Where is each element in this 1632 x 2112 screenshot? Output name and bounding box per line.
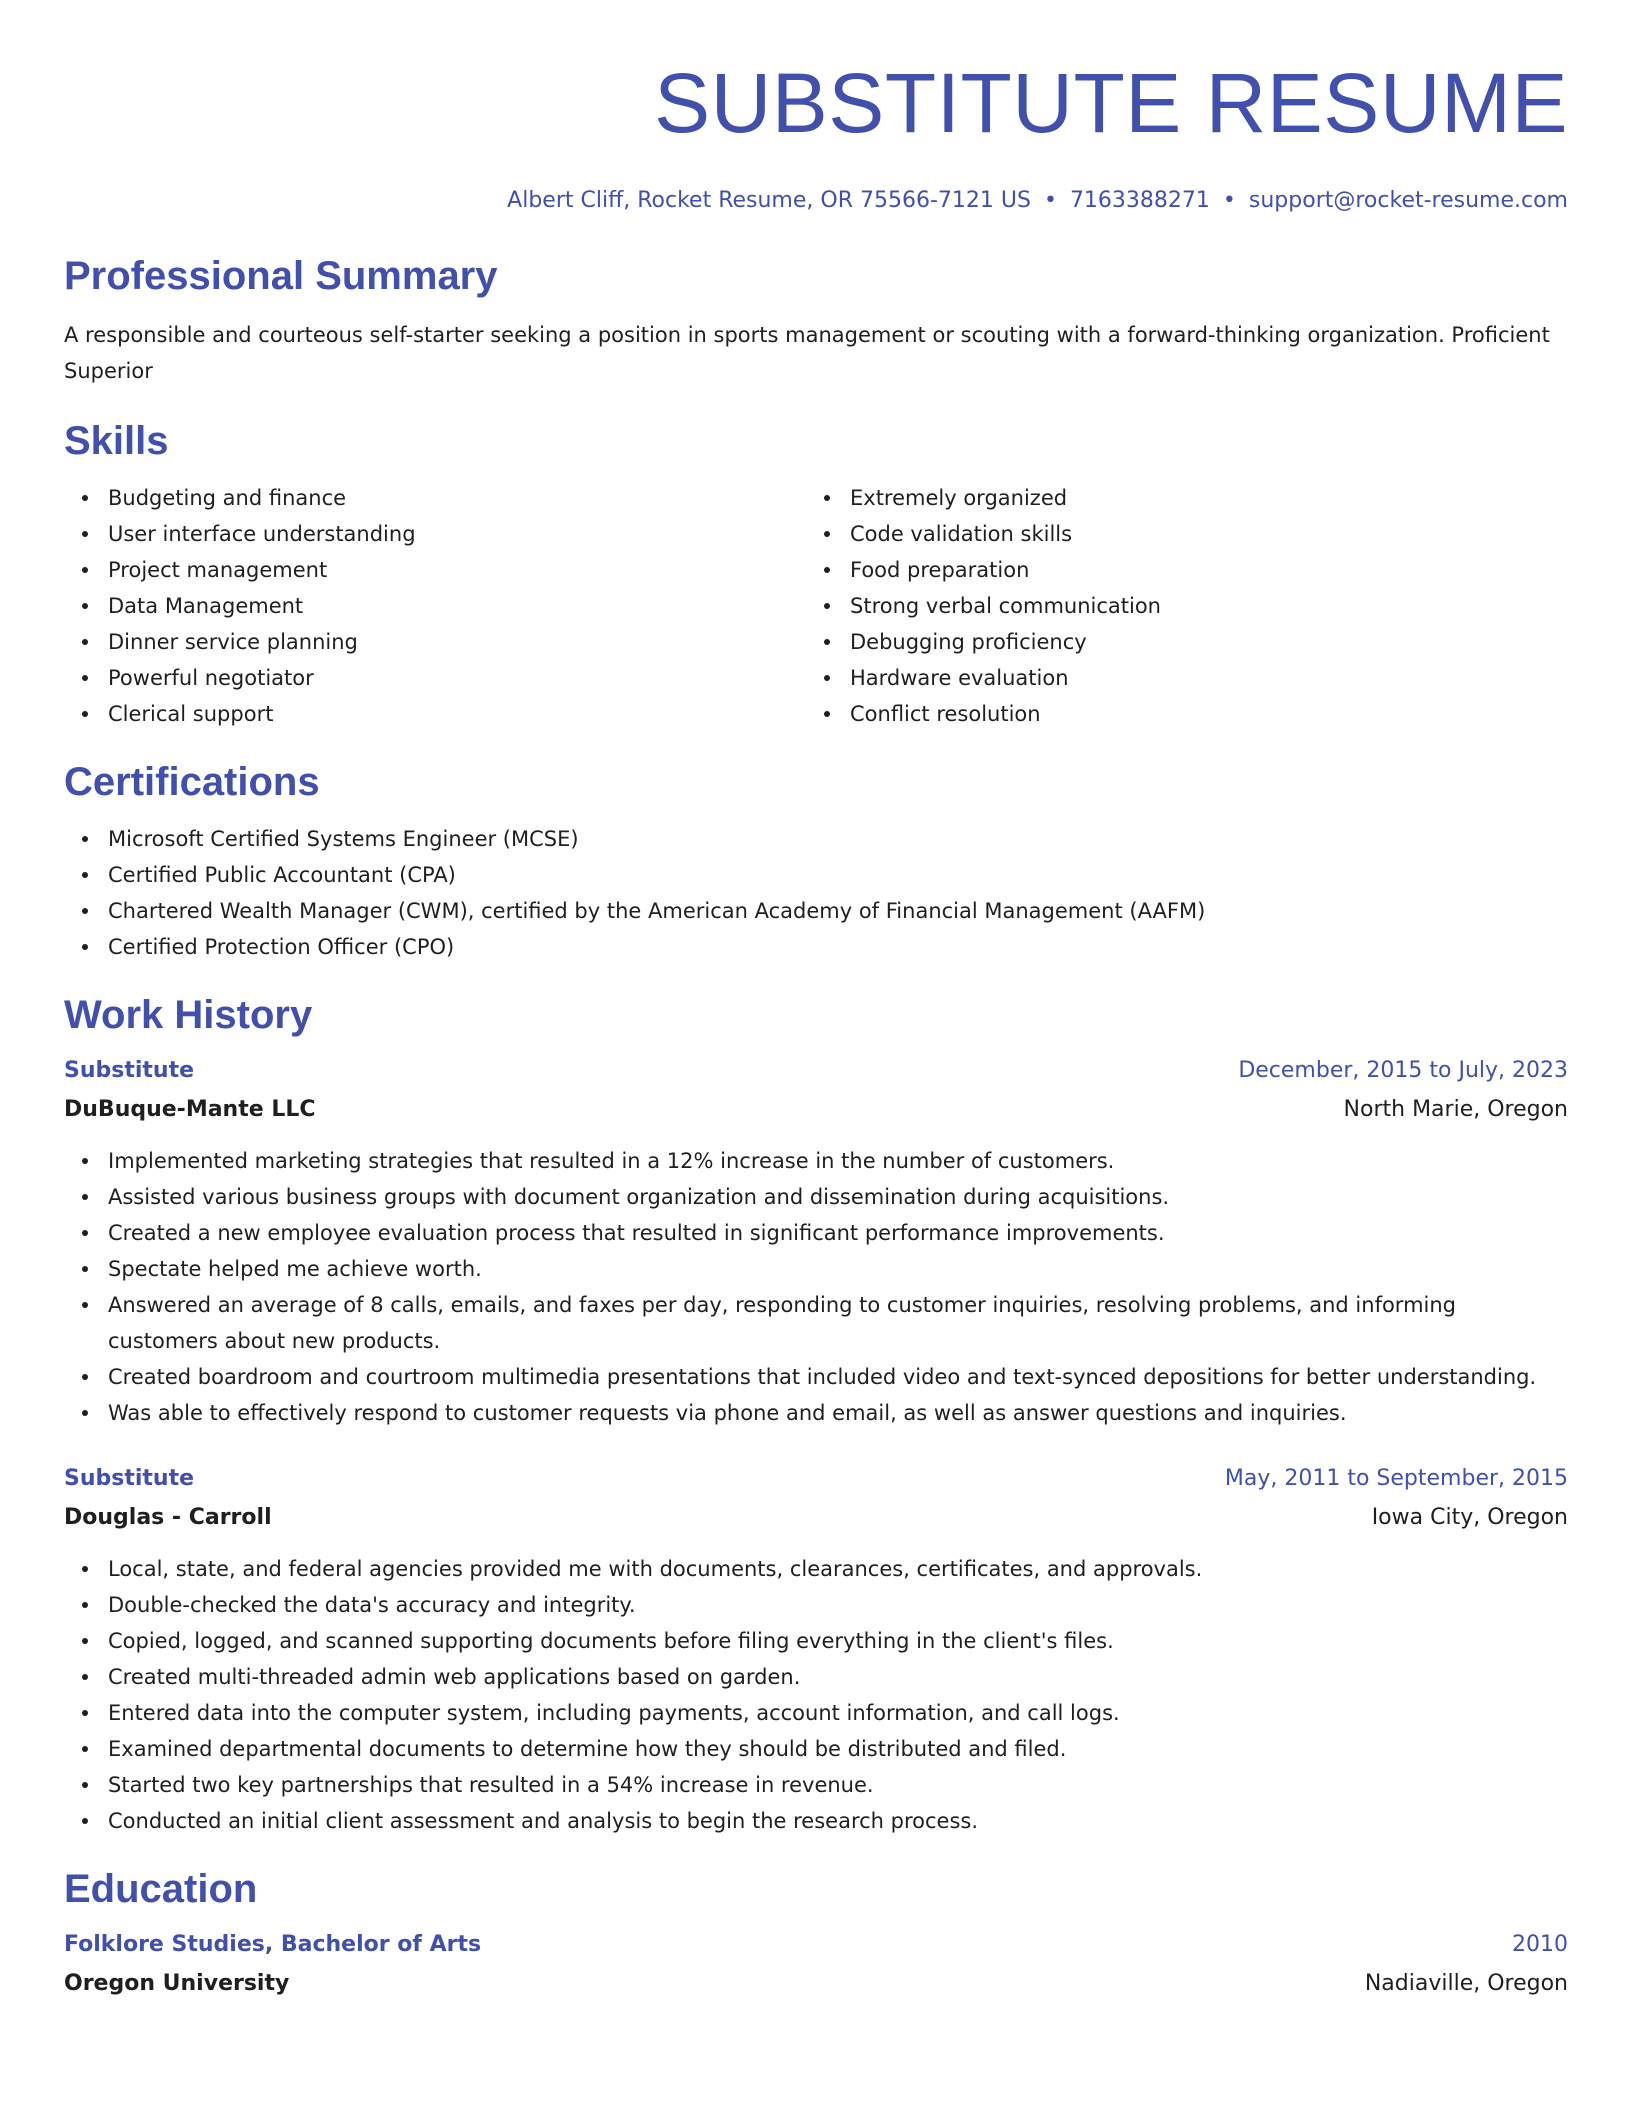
list-item: Chartered Wealth Manager (CWM), certified by the American Academy of Financial Management (AAFM) [108,893,1568,929]
section-heading-work: Work History [64,993,313,1037]
job-bullets [64,1551,1568,1839]
list-item: Created multi-threaded admin web applications based on garden. [108,1659,1568,1695]
skills-columns [64,480,1568,732]
list-item: Examined departmental documents to determine how they should be distributed and filed. [108,1731,1568,1767]
education-degree: Folklore Studies, Bachelor of Arts [64,1932,482,1957]
list-item: Extremely organized [850,480,1548,516]
list-item: Powerful negotiator [108,660,806,696]
list-item: Entered data into the computer system, including payments, account information, and call logs. [108,1695,1568,1731]
summary-section [64,252,1568,389]
job-title-row [64,1461,1568,1497]
list-item: Was able to effectively respond to customer requests via phone and email, as well as answer questions and inquiries. [108,1395,1568,1431]
contact-address: Albert Cliff, Rocket Resume, OR 75566-7121 US [507,188,1031,213]
section-heading-summary: Professional Summary [64,254,498,298]
skills-list-right [806,480,1548,732]
job-dates: May, 2011 to September, 2015 [1224,1466,1568,1491]
job-company: Douglas - Carroll [64,1505,272,1530]
list-item: Food preparation [850,552,1548,588]
resume-page [64,0,1568,2002]
education-section [64,1865,1568,2002]
job-bullets [64,1143,1568,1431]
list-item: Assisted various business groups with document organization and dissemination during acquisitions. [108,1179,1568,1215]
list-item: Started two key partnerships that resulted in a 54% increase in revenue. [108,1767,1568,1803]
work-history-section [64,991,1568,1839]
skills-list-left [64,480,806,732]
list-item: Clerical support [108,696,806,732]
list-item: Double-checked the data's accuracy and integrity. [108,1587,1568,1623]
job-location: Iowa City, Oregon [1371,1505,1568,1530]
section-heading-certifications: Certifications [64,760,320,804]
summary-text: A responsible and courteous self-starter seeking a position in sports management or scouting with a forward-thinking organization. Proficient Superior [64,323,1550,383]
list-item: Microsoft Certified Systems Engineer (MCSE) [108,821,1568,857]
list-item: Copied, logged, and scanned supporting documents before filing everything in the client's files. [108,1623,1568,1659]
skills-column-left [64,480,806,732]
list-item: Project management [108,552,806,588]
list-item: Spectate helped me achieve worth. [108,1251,1568,1287]
list-item: Certified Public Accountant (CPA) [108,857,1568,893]
education-location: Nadiaville, Oregon [1364,1971,1568,1996]
contact-line [64,186,1568,216]
job-dates: December, 2015 to July, 2023 [1238,1058,1568,1083]
list-item: Conflict resolution [850,696,1548,732]
list-item: Conducted an initial client assessment and analysis to begin the research process. [108,1803,1568,1839]
list-item: Code validation skills [850,516,1548,552]
education-year: 2010 [1512,1932,1568,1957]
list-item: User interface understanding [108,516,806,552]
job-entry [64,1053,1568,1431]
list-item: Created boardroom and courtroom multimedia presentations that included video and text-synced depositions for better understanding. [108,1359,1568,1395]
list-item: Implemented marketing strategies that resulted in a 12% increase in the number of customers. [108,1143,1568,1179]
job-company: DuBuque-Mante LLC [64,1097,316,1122]
certifications-section [64,758,1568,965]
list-item: Created a new employee evaluation process that resulted in significant performance improvements. [108,1215,1568,1251]
contact-phone: 7163388271 [1069,188,1210,213]
section-heading-skills: Skills [64,419,169,463]
skills-column-right [806,480,1548,732]
list-item: Strong verbal communication [850,588,1548,624]
contact-email: support@rocket-resume.com [1248,188,1568,213]
resume-title: SUBSTITUTE RESUME [654,56,1568,150]
list-item: Debugging proficiency [850,624,1548,660]
list-item: Certified Protection Officer (CPO) [108,929,1568,965]
job-company-row [64,1092,1568,1128]
job-title: Substitute [64,1058,195,1083]
list-item: Hardware evaluation [850,660,1548,696]
skills-section [64,417,1568,732]
list-item: Answered an average of 8 calls, emails, and faxes per day, responding to customer inquiries, resolving problems, and informing customers about new products. [108,1287,1568,1359]
education-school: Oregon University [64,1971,290,1996]
contact-separator: • [1043,188,1057,213]
resume-header [64,58,1568,216]
list-item: Budgeting and finance [108,480,806,516]
list-item: Local, state, and federal agencies provided me with documents, clearances, certificates, and approvals. [108,1551,1568,1587]
job-title: Substitute [64,1466,195,1491]
education-degree-row [64,1927,1568,1963]
job-entry [64,1461,1568,1839]
job-location: North Marie, Oregon [1343,1097,1568,1122]
section-heading-education: Education [64,1867,258,1911]
job-title-row [64,1053,1568,1089]
job-company-row [64,1500,1568,1536]
education-school-row [64,1966,1568,2002]
contact-separator: • [1222,188,1236,213]
certifications-list [64,821,1568,965]
list-item: Data Management [108,588,806,624]
list-item: Dinner service planning [108,624,806,660]
